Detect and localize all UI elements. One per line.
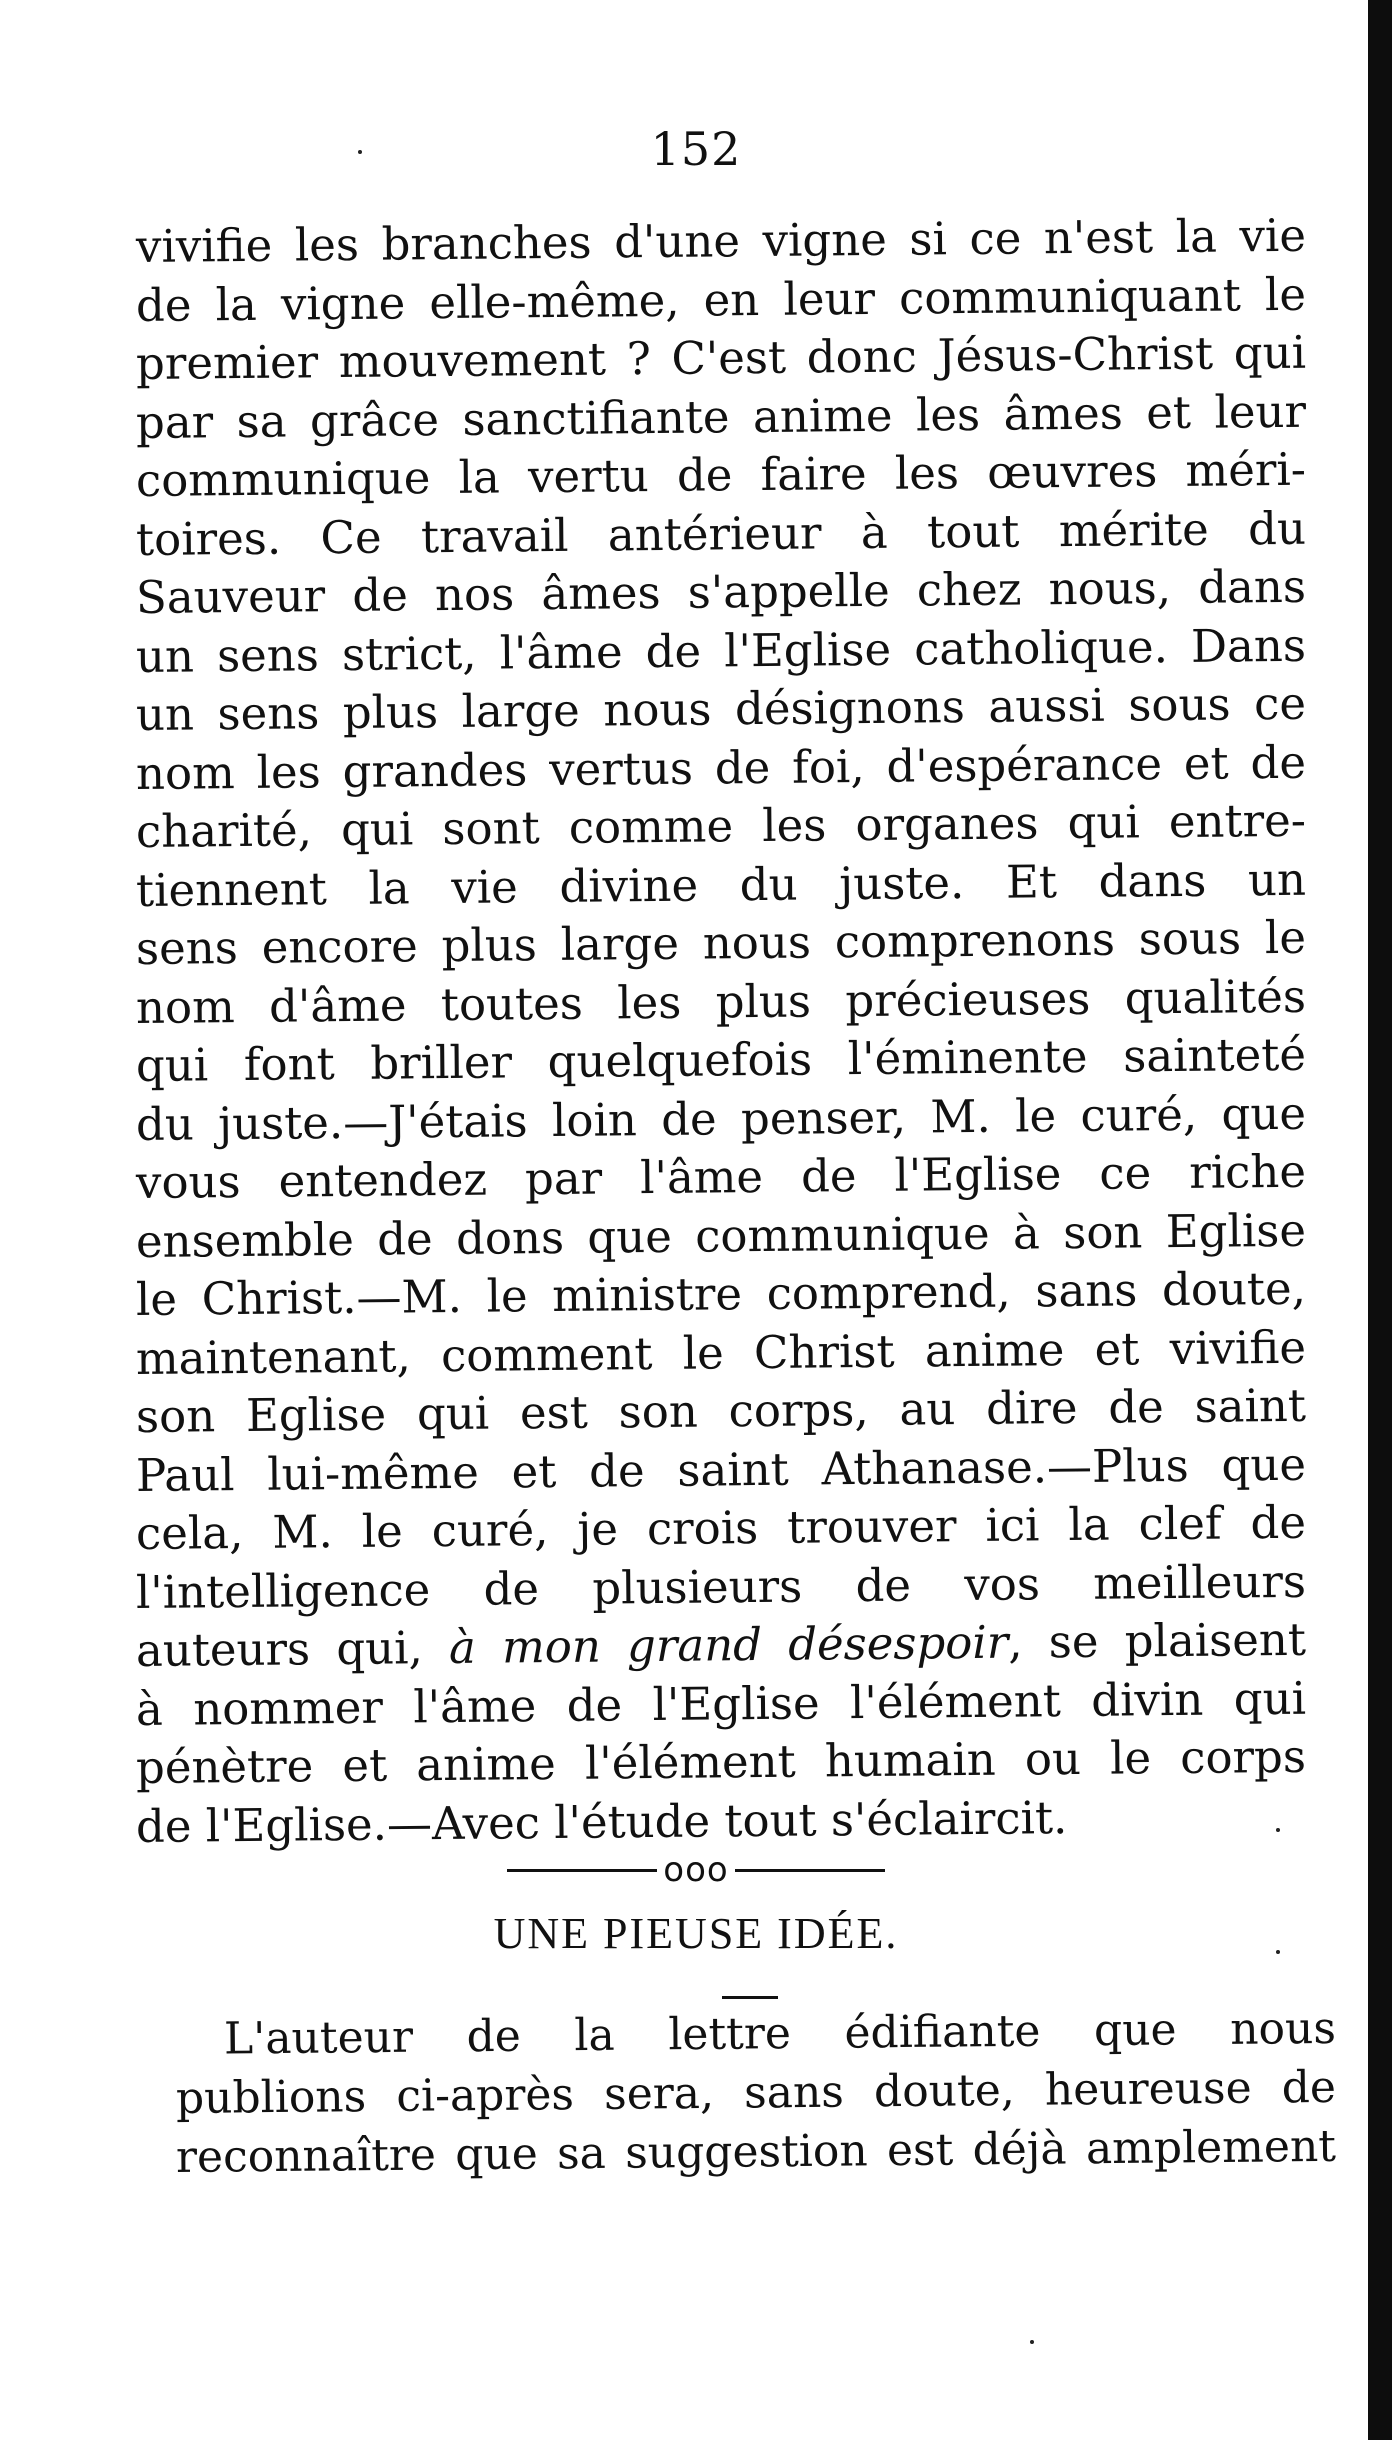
section-heading: UNE PIEUSE IDÉE. <box>493 1909 899 1958</box>
text-line: premier mouvement ? C'est donc Jésus-Christ qui <box>135 325 1307 390</box>
italic-phrase: à mon grand désespoir <box>448 1615 1009 1674</box>
text-line: un sens plus large nous désignons aussi sous ce <box>135 676 1307 741</box>
text-line: Sauveur de nos âmes s'appelle chez nous, dans <box>135 559 1307 624</box>
text-line: nom les grandes vertus de foi, d'espérance et de <box>135 735 1307 800</box>
text-line: Paul lui-même et de saint Athanase.—Plus que <box>135 1437 1307 1502</box>
text-line: du juste.—J'étais loin de penser, M. le curé, que <box>135 1086 1307 1151</box>
text-line-with-italic <box>136 1611 1307 1681</box>
second-paragraph <box>175 2002 1337 2187</box>
text-line: ensemble de dons que communique à son Eglise <box>135 1203 1307 1268</box>
body-paragraph <box>135 208 1307 1856</box>
text-line: vous entendez par l'âme de l'Eglise ce riche <box>135 1144 1307 1209</box>
text-line: charité, qui sont comme les organes qui entre- <box>135 793 1307 858</box>
text-line: communique la vertu de faire les œuvres méri- <box>135 442 1307 507</box>
text-line: un sens strict, l'âme de l'Eglise catholique. Dans <box>135 618 1307 683</box>
text-line: tiennent la vie divine du juste. Et dans un <box>135 852 1307 917</box>
text-line: cela, M. le curé, je crois trouver ici la clef de <box>135 1495 1307 1560</box>
text-line: publions ci-après sera, sans doute, heureuse de <box>175 2061 1337 2124</box>
text-line: l'intelligence de plusieurs de vos meilleurs <box>135 1554 1307 1619</box>
text-line: sens encore plus large nous comprenons sous le <box>135 910 1307 975</box>
heading-underline-rule <box>722 1996 778 1999</box>
section-divider <box>0 1850 1392 1890</box>
print-speck <box>1030 2340 1034 2344</box>
scan-edge-shadow <box>1368 0 1392 2440</box>
text-line: L'auteur de la lettre édifiante que nous <box>223 2002 1337 2065</box>
text-line: reconnaître que sa suggestion est déjà amplement <box>175 2120 1337 2183</box>
divider-ornament: ooo <box>663 1850 729 1890</box>
text-line: pénètre et anime l'élément humain ou le corps <box>135 1729 1307 1794</box>
text-line: à nommer l'âme de l'Eglise l'élément divin qui <box>135 1671 1307 1736</box>
text-fragment: , se plaisent <box>1007 1612 1307 1669</box>
text-line: de la vigne elle-même, en leur communiquant le <box>135 267 1307 332</box>
text-fragment: auteurs qui, <box>135 1620 450 1677</box>
text-line: le Christ.—M. le ministre comprend, sans doute, <box>135 1261 1307 1326</box>
text-line: nom d'âme toutes les plus précieuses qualités <box>135 969 1307 1034</box>
text-line: de l'Eglise.—Avec l'étude tout s'éclaircit. <box>135 1790 1068 1853</box>
text-line: toires. Ce travail antérieur à tout mérite du <box>135 501 1307 566</box>
text-line: par sa grâce sanctifiante anime les âmes et leur <box>135 384 1307 449</box>
divider-rule-right <box>735 1869 885 1872</box>
page-number: 152 <box>650 122 742 176</box>
text-line: son Eglise qui est son corps, au dire de saint <box>135 1378 1307 1443</box>
text-line: vivifie les branches d'une vigne si ce n'est la vie <box>135 208 1307 273</box>
text-line: maintenant, comment le Christ anime et vivifie <box>135 1320 1307 1385</box>
divider-rule-left <box>507 1869 657 1872</box>
text-line: qui font briller quelquefois l'éminente sainteté <box>135 1027 1307 1092</box>
